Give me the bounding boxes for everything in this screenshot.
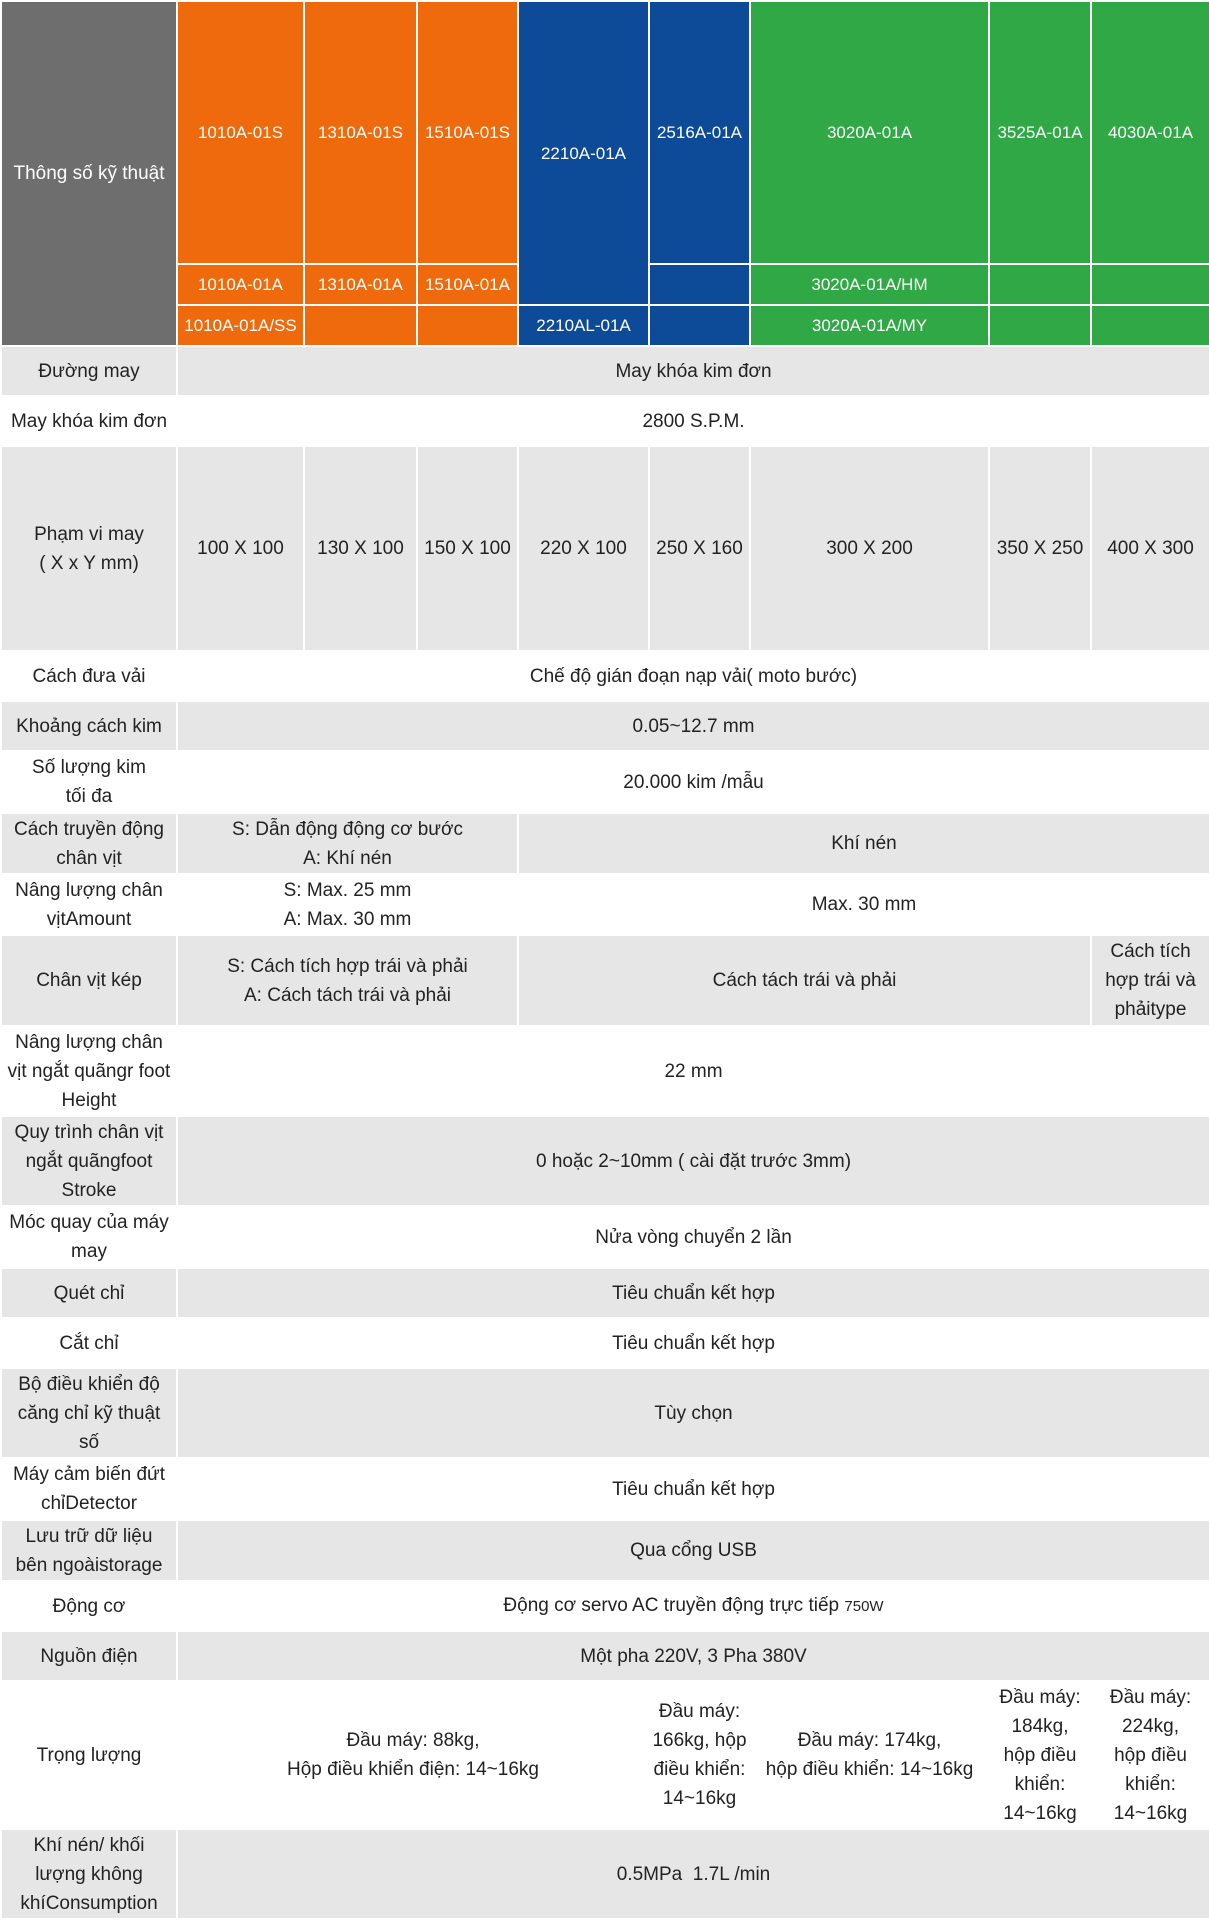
header-row-3 bbox=[1, 305, 1209, 346]
row-wiper bbox=[1, 1268, 1209, 1318]
row-storage bbox=[1, 1520, 1209, 1581]
model-1010a-01s: 1010A-01S bbox=[177, 1, 304, 264]
label-tension: Bộ điều khiển độ căng chỉ kỹ thuật số bbox=[1, 1368, 177, 1458]
row-maxstitch bbox=[1, 751, 1209, 813]
value-drive-rest: Khí nén bbox=[518, 813, 1209, 874]
value-breaksensor: Tiêu chuẩn kết hợp bbox=[177, 1458, 1209, 1520]
label-speed: May khóa kim đơn bbox=[1, 396, 177, 446]
spec-title: Thông số kỹ thuật bbox=[1, 1, 177, 346]
value-storage: Qua cổng USB bbox=[177, 1520, 1209, 1581]
value-weight-4: Đầu máy: 184kg, hộp điều khiển: 14~16kg bbox=[989, 1681, 1091, 1829]
row-tension bbox=[1, 1368, 1209, 1458]
row-breaksensor bbox=[1, 1458, 1209, 1520]
model-empty-orange-1510-3 bbox=[417, 305, 518, 346]
value-air: 0.5MPa 1.7L /min bbox=[177, 1829, 1209, 1919]
value-feed: Chế độ gián đoạn nạp vải( moto bước) bbox=[177, 651, 1209, 701]
row-drive bbox=[1, 813, 1209, 874]
model-2210al-01a: 2210AL-01A bbox=[518, 305, 649, 346]
model-empty-green-4030-3 bbox=[1091, 305, 1209, 346]
label-interlift: Nâng lượng chân vịt ngắt quãngr foot Height bbox=[1, 1026, 177, 1116]
row-stitch bbox=[1, 346, 1209, 396]
value-tension: Tùy chọn bbox=[177, 1368, 1209, 1458]
row-lift bbox=[1, 874, 1209, 935]
model-1510a-01a: 1510A-01A bbox=[417, 264, 518, 305]
value-interlift: 22 mm bbox=[177, 1026, 1209, 1116]
model-empty-green-3525-2 bbox=[989, 264, 1091, 305]
row-speed bbox=[1, 396, 1209, 446]
label-feed: Cách đưa vải bbox=[1, 651, 177, 701]
value-area-3525: 350 X 250 bbox=[989, 446, 1091, 651]
model-empty-green-4030-2 bbox=[1091, 264, 1209, 305]
model-4030a-01a: 4030A-01A bbox=[1091, 1, 1209, 264]
value-speed: 2800 S.P.M. bbox=[177, 396, 1209, 446]
label-wiper: Quét chỉ bbox=[1, 1268, 177, 1318]
value-area-1310: 130 X 100 bbox=[304, 446, 417, 651]
label-motor: Động cơ bbox=[1, 1581, 177, 1631]
row-interlift bbox=[1, 1026, 1209, 1116]
value-weight-1: Đầu máy: 88kg, Hộp điều khiển điện: 14~16kg bbox=[177, 1681, 649, 1829]
model-empty-orange-1310-3 bbox=[304, 305, 417, 346]
model-1510a-01s: 1510A-01S bbox=[417, 1, 518, 264]
label-breaksensor: Máy cảm biến đứt chỉDetector bbox=[1, 1458, 177, 1520]
model-2516a-01a: 2516A-01A bbox=[649, 1, 750, 264]
header-row-1 bbox=[1, 1, 1209, 264]
value-stitch: May khóa kim đơn bbox=[177, 346, 1209, 396]
value-lift-rest: Max. 30 mm bbox=[518, 874, 1209, 935]
label-hook: Móc quay của máy may bbox=[1, 1206, 177, 1268]
value-area-2210: 220 X 100 bbox=[518, 446, 649, 651]
value-motor bbox=[177, 1581, 1209, 1631]
value-weight-3: Đầu máy: 174kg, hộp điều khiển: 14~16kg bbox=[750, 1681, 989, 1829]
model-empty-blue-2 bbox=[649, 264, 750, 305]
row-motor bbox=[1, 1581, 1209, 1631]
model-1310a-01a: 1310A-01A bbox=[304, 264, 417, 305]
value-drive-sa: S: Dẫn động động cơ bước A: Khí nén bbox=[177, 813, 518, 874]
value-area-4030: 400 X 300 bbox=[1091, 446, 1209, 651]
model-3020a-01a-hm: 3020A-01A/HM bbox=[750, 264, 989, 305]
row-pitch bbox=[1, 701, 1209, 751]
row-weight bbox=[1, 1681, 1209, 1829]
value-interstroke: 0 hoặc 2~10mm ( cài đặt trước 3mm) bbox=[177, 1116, 1209, 1206]
row-air bbox=[1, 1829, 1209, 1919]
value-trimmer: Tiêu chuẩn kết hợp bbox=[177, 1318, 1209, 1368]
value-wiper: Tiêu chuẩn kết hợp bbox=[177, 1268, 1209, 1318]
model-3525a-01a: 3525A-01A bbox=[989, 1, 1091, 264]
row-dual bbox=[1, 935, 1209, 1026]
model-empty-blue-3 bbox=[649, 305, 750, 346]
label-drive: Cách truyền động chân vịt bbox=[1, 813, 177, 874]
value-motor-power: 750W bbox=[844, 1598, 884, 1615]
label-maxstitch: Số lượng kim tối đa bbox=[1, 751, 177, 813]
value-weight-5: Đầu máy: 224kg, hộp điều khiển: 14~16kg bbox=[1091, 1681, 1209, 1829]
label-lift: Nâng lượng chân vịtAmount bbox=[1, 874, 177, 935]
row-feed bbox=[1, 651, 1209, 701]
value-hook: Nửa vòng chuyển 2 lần bbox=[177, 1206, 1209, 1268]
row-hook bbox=[1, 1206, 1209, 1268]
value-maxstitch: 20.000 kim /mẫu bbox=[177, 751, 1209, 813]
row-area bbox=[1, 446, 1209, 651]
label-area: Phạm vi may ( X x Y mm) bbox=[1, 446, 177, 651]
value-dual-sa: S: Cách tích hợp trái và phải A: Cách tách trái và phải bbox=[177, 935, 518, 1026]
value-pitch: 0.05~12.7 mm bbox=[177, 701, 1209, 751]
model-2210a-01a: 2210A-01A bbox=[518, 1, 649, 305]
label-stitch: Đường may bbox=[1, 346, 177, 396]
label-trimmer: Cắt chỉ bbox=[1, 1318, 177, 1368]
value-power: Một pha 220V, 3 Pha 380V bbox=[177, 1631, 1209, 1681]
value-area-3020: 300 X 200 bbox=[750, 446, 989, 651]
label-air: Khí nén/ khối lượng không khíConsumption bbox=[1, 1829, 177, 1919]
model-empty-green-3525-3 bbox=[989, 305, 1091, 346]
value-area-1510: 150 X 100 bbox=[417, 446, 518, 651]
label-pitch: Khoảng cách kim bbox=[1, 701, 177, 751]
value-dual-last: Cách tích hợp trái và phảitype bbox=[1091, 935, 1209, 1026]
label-weight: Trọng lượng bbox=[1, 1681, 177, 1829]
model-1010a-01a: 1010A-01A bbox=[177, 264, 304, 305]
label-power: Nguồn điện bbox=[1, 1631, 177, 1681]
label-interstroke: Quy trình chân vịt ngắt quãngfoot Stroke bbox=[1, 1116, 177, 1206]
row-trimmer bbox=[1, 1318, 1209, 1368]
value-lift-sa: S: Max. 25 mm A: Max. 30 mm bbox=[177, 874, 518, 935]
row-power bbox=[1, 1631, 1209, 1681]
label-dual: Chân vịt kép bbox=[1, 935, 177, 1026]
value-area-1010: 100 X 100 bbox=[177, 446, 304, 651]
model-1010a-01a-ss: 1010A-01A/SS bbox=[177, 305, 304, 346]
value-weight-2: Đầu máy: 166kg, hộp điều khiển: 14~16kg bbox=[649, 1681, 750, 1829]
value-area-2516: 250 X 160 bbox=[649, 446, 750, 651]
model-3020a-01a: 3020A-01A bbox=[750, 1, 989, 264]
model-3020a-01a-my: 3020A-01A/MY bbox=[750, 305, 989, 346]
value-dual-mid: Cách tách trái và phải bbox=[518, 935, 1091, 1026]
value-motor-text: Động cơ servo AC truyền động trực tiếp bbox=[503, 1595, 840, 1616]
row-interstroke bbox=[1, 1116, 1209, 1206]
model-1310a-01s: 1310A-01S bbox=[304, 1, 417, 264]
label-storage: Lưu trữ dữ liệu bên ngoàistorage bbox=[1, 1520, 177, 1581]
